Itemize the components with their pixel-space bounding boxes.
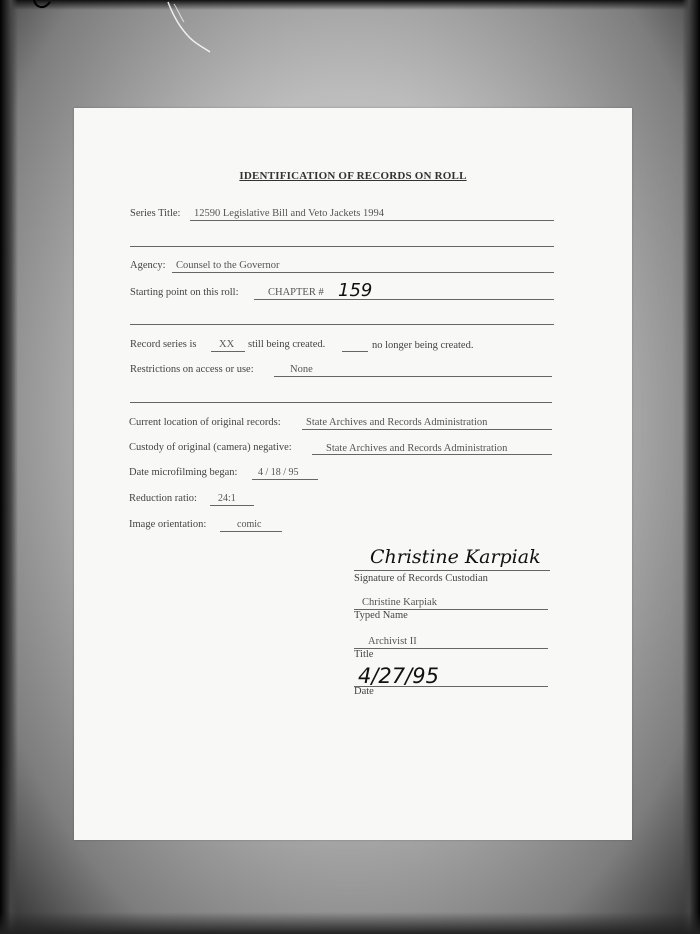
date-label: Date (354, 686, 374, 697)
custody-line (312, 454, 552, 455)
starting-point-value: CHAPTER # (268, 287, 324, 298)
form-page (74, 108, 632, 840)
custody-value: State Archives and Records Administration (326, 443, 508, 454)
film-edge-right (682, 0, 700, 934)
date-handwritten: 4/27/95 (358, 664, 439, 688)
reduction-ratio-label: Reduction ratio: (129, 493, 197, 504)
date-line (354, 686, 548, 687)
film-edge-top (0, 0, 700, 10)
image-orientation-value: comic (237, 519, 262, 530)
series-title-line-2 (130, 246, 554, 247)
signature-line (354, 570, 550, 571)
film-edge-bottom (0, 912, 700, 934)
restrictions-value: None (290, 364, 313, 375)
current-location-label: Current location of original records: (129, 417, 281, 428)
typed-name-value: Christine Karpiak (362, 597, 437, 608)
film-edge-left (0, 0, 18, 934)
signature-label: Signature of Records Custodian (354, 573, 488, 584)
reduction-ratio-value: 24:1 (218, 493, 236, 504)
film-scratch (160, 0, 220, 60)
title-line (354, 648, 548, 649)
current-location-line (302, 429, 552, 430)
custody-label: Custody of original (camera) negative: (129, 442, 292, 453)
starting-point-number-handwritten: 159 (338, 280, 373, 301)
title-label: Title (354, 649, 374, 660)
record-series-label: Record series is (130, 339, 197, 350)
current-location-value: State Archives and Records Administration (306, 417, 488, 428)
image-orientation-line (220, 531, 282, 532)
date-began-value: 4 / 18 / 95 (258, 467, 299, 478)
image-orientation-label: Image orientation: (129, 519, 207, 530)
record-series-mark: XX (219, 339, 235, 350)
title-value: Archivist II (368, 636, 417, 647)
restrictions-label: Restrictions on access or use: (130, 364, 254, 375)
typed-name-label: Typed Name (354, 610, 408, 621)
no-longer-being-created-text: no longer being created. (372, 340, 474, 351)
custodian-signature: Christine Karpiak (370, 546, 541, 568)
series-title-label: Series Title: (130, 208, 181, 219)
date-began-line (252, 479, 318, 480)
restrictions-line (274, 376, 552, 377)
record-series-still-line (211, 351, 245, 352)
form-heading: IDENTIFICATION OF RECORDS ON ROLL (239, 170, 467, 182)
reduction-ratio-line (210, 505, 254, 506)
starting-point-line (254, 299, 554, 300)
starting-point-line-2 (130, 324, 554, 325)
date-began-label: Date microfilming began: (129, 467, 238, 478)
agency-value: Counsel to the Governor (176, 260, 280, 271)
agency-line (172, 272, 554, 273)
still-being-created-text: still being created. (248, 339, 326, 350)
series-title-line (190, 220, 554, 221)
record-series-no-longer-line (342, 351, 368, 352)
restrictions-line-2 (130, 402, 552, 403)
series-title-value: 12590 Legislative Bill and Veto Jackets 1994 (194, 208, 384, 219)
starting-point-label: Starting point on this roll: (130, 287, 239, 298)
film-mark (30, 0, 54, 14)
agency-label: Agency: (130, 260, 166, 271)
